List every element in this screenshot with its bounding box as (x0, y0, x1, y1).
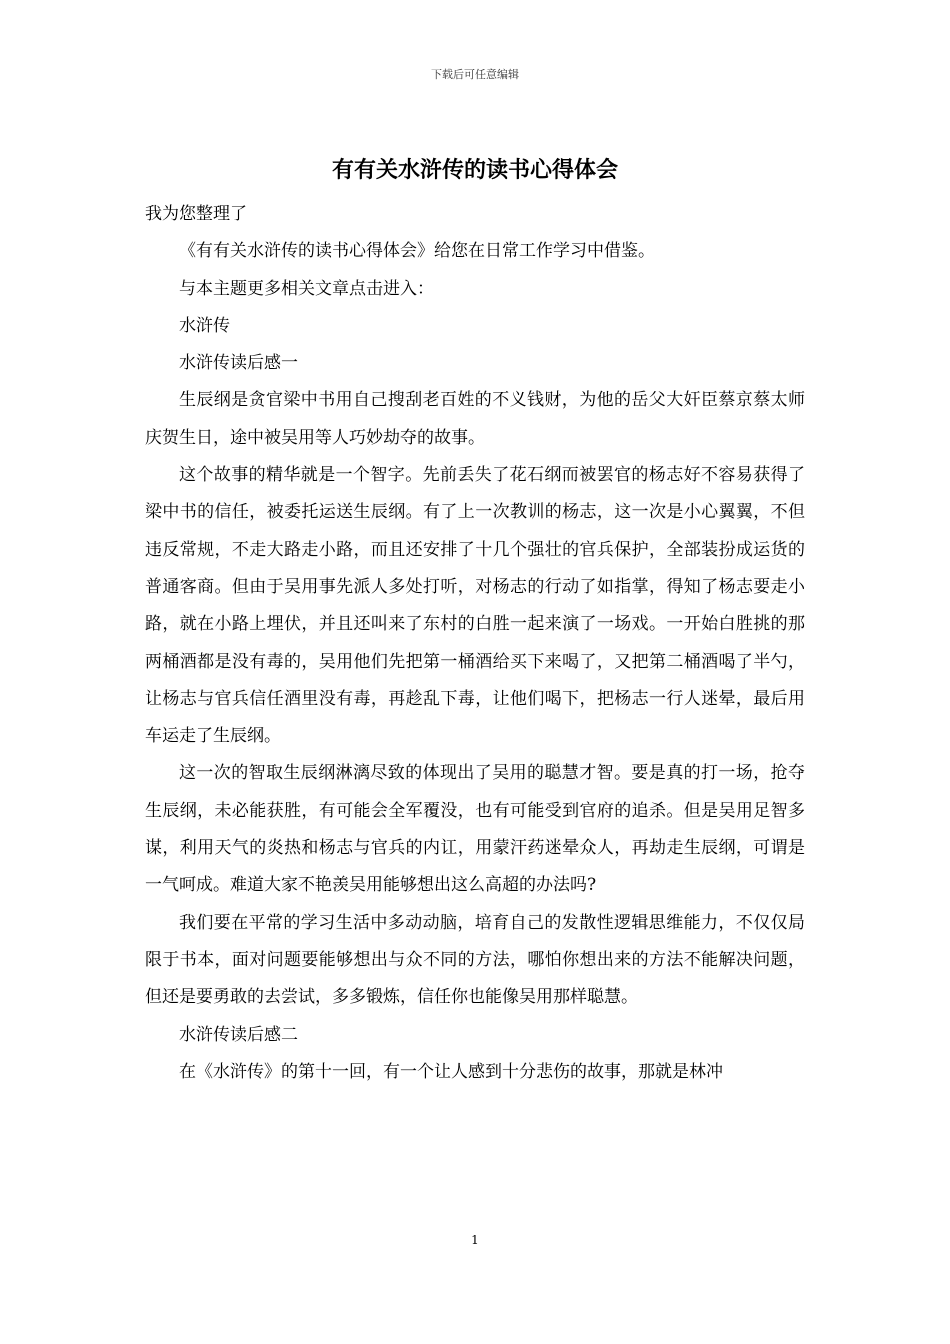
section-heading-2: 水浒传读后感二 (179, 1024, 298, 1045)
document-title: 有有关水浒传的读书心得体会 (331, 157, 618, 183)
section-heading-1: 水浒传读后感一 (179, 353, 298, 374)
paragraph-topic: 水浒传 (179, 315, 230, 336)
paragraph-body: 在《水浒传》的第十一回，有一个让人感到十分悲伤的故事，那就是林冲 (179, 1061, 723, 1082)
paragraph-body: 这个故事的精华就是一个智字。先前丢失了花石纲而被罢官的杨志好不容易获得了梁中书的信任，被委托运送生辰纲。有了上一次教训的杨志，这一次是小心翼翼，不但违反常规，不走大路走小路，而且还安排了十几个强壮的官兵保护，全部装扮成运货的普通客商。但由于吴用事先派人多处打听，对杨志的行动了如指掌，得知了杨志要走小路，就在小路上埋伏，并且还叫来了东村的白胜一起来演了一场戏。一开始白胜挑的那两桶酒都是没有毒的，吴用他们先把第一桶酒给买下来喝了，又把第二桶酒喝了半勺，让杨志与官兵信任酒里没有毒，再趁乱下毒，让他们喝下，把杨志一行人迷晕，最后用车运走了生辰纲。 (145, 465, 805, 747)
page-number: 1 (471, 1233, 479, 1247)
document-body (145, 196, 805, 1091)
paragraph-intro: 我为您整理了 (145, 204, 247, 224)
paragraph-body: 这一次的智取生辰纲淋漓尽致的体现出了吴用的聪慧才智。要是真的打一场，抢夺生辰纲，未必能获胜，有可能会全军覆没，也有可能受到官府的追杀。但是吴用足智多谋，利用天气的炎热和杨志与官兵的内讧，用蒙汗药迷晕众人，再劫走生辰纲，可谓是一气呵成。难道大家不艳羡吴用能够想出这么高超的办法吗? (145, 763, 805, 896)
paragraph-body: 我们要在平常的学习生活中多动动脑，培育自己的发散性逻辑思维能力，不仅仅局限于书本，面对问题要能够想出与众不同的方法，哪怕你想出来的方法不能解决问题，但还是要勇敢的去尝试，多多锻炼，信任你也能像吴用那样聪慧。 (145, 912, 805, 1008)
paragraph-body: 生辰纲是贪官梁中书用自己搜刮老百姓的不义钱财，为他的岳父大奸臣蔡京蔡太师庆贺生日，途中被吴用等人巧妙劫夺的故事。 (145, 390, 805, 448)
paragraph-related: 与本主题更多相关文章点击进入： (179, 278, 434, 299)
paragraph-intro-2: 《有有关水浒传的读书心得体会》给您在日常工作学习中借鉴。 (179, 241, 655, 262)
page-header: 下载后可任意编辑 (431, 68, 519, 81)
